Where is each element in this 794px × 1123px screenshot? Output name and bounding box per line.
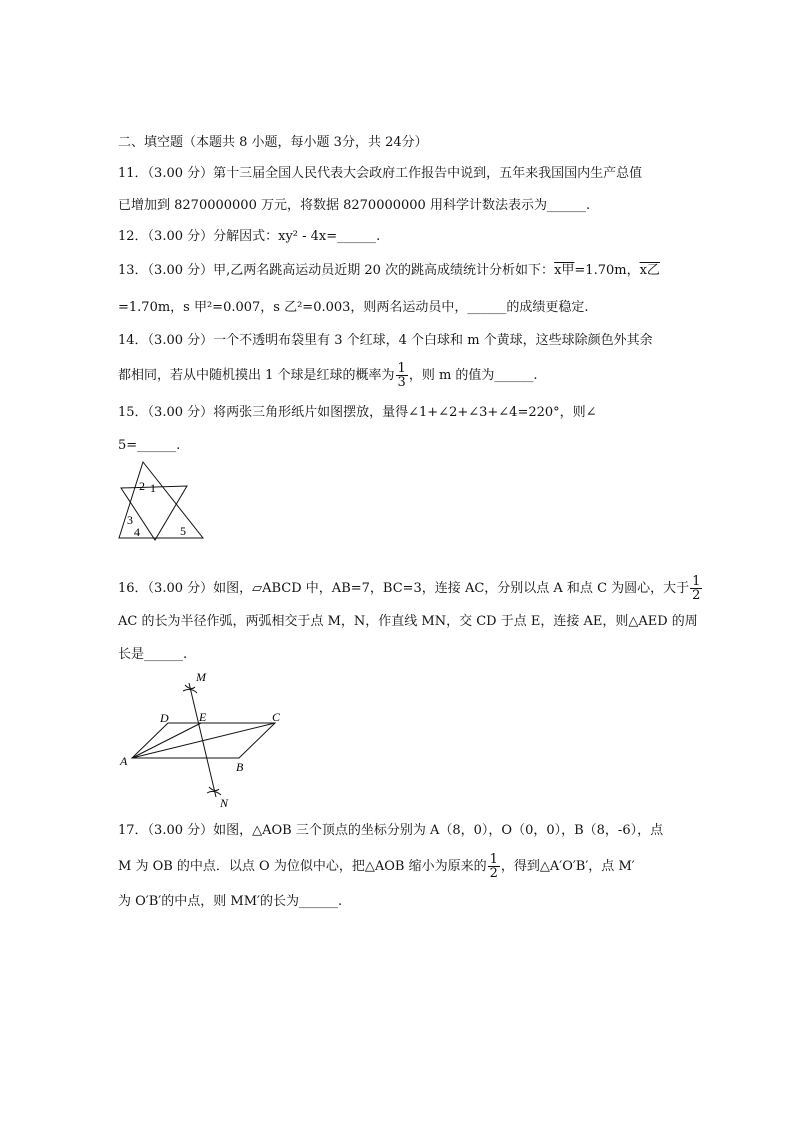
q11-line1: 11．（3.00 分）第十三届全国人民代表大会政府工作报告中说到，五年来我国国内生产总值 bbox=[118, 166, 643, 181]
q16-line3: 长是______. bbox=[118, 647, 188, 662]
fig15-label-1: 1 bbox=[150, 481, 156, 495]
q13-line1-mid: =1.70m， bbox=[574, 263, 640, 278]
fig16-label-e: E bbox=[199, 710, 207, 724]
xbar-yi: x乙 bbox=[639, 263, 660, 278]
q16-line1 bbox=[118, 575, 703, 602]
q17-line2-tail: ，得到△A′O′B′，点 M′ bbox=[500, 859, 635, 874]
q16-fraction bbox=[690, 575, 702, 602]
xbar-jia: x甲 bbox=[554, 263, 575, 278]
fig16-label-n: N bbox=[220, 796, 229, 810]
q17-line2-text: M 为 OB 的中点．以点 O 为位似中心，把△AOB 缩小为原来的 bbox=[118, 859, 487, 874]
q14-line2 bbox=[118, 362, 538, 389]
q17-line2 bbox=[118, 853, 635, 880]
fig16-label-a: A bbox=[120, 754, 128, 768]
fig15-label-2: 2 bbox=[139, 479, 145, 493]
diagonal-ac bbox=[132, 723, 275, 758]
section-heading: 二、填空题（本题共 8 小题，每小题 3分，共 24分） bbox=[118, 135, 428, 150]
q16-figure bbox=[115, 665, 295, 810]
q15-figure bbox=[115, 458, 210, 543]
q16-frac-den: 2 bbox=[692, 588, 701, 603]
q16-line1-text: 16．（3.00 分）如图，▱ABCD 中，AB=7，BC=3，连接 AC，分别以点 A 和点 C 为圆心，大于 bbox=[118, 581, 690, 596]
fig16-label-m: M bbox=[196, 670, 206, 684]
q14-frac-den: 3 bbox=[397, 375, 406, 390]
q14-line2-tail: ，则 m 的值为______. bbox=[408, 368, 538, 383]
fig16-label-b: B bbox=[236, 760, 244, 774]
q13-line2: =1.70m，s 甲²=0.007，s 乙²=0.003，则两名运动员中，______的成绩更稳定. bbox=[118, 300, 589, 315]
q12-line1: 12．（3.00 分）分解因式：xy² - 4x=______. bbox=[118, 229, 381, 244]
q14-fraction bbox=[396, 362, 408, 389]
q17-frac-num: 1 bbox=[489, 852, 498, 867]
q14-line1: 14．（3.00 分）一个不透明布袋里有 3 个红球，4 个白球和 m 个黄球，这些球除颜色外其余 bbox=[118, 333, 653, 348]
q17-frac-den: 2 bbox=[489, 866, 498, 881]
arc-mark-n bbox=[207, 791, 221, 795]
q13-line1-text: 13．（3.00 分）甲,乙两名跳高运动员近期 20 次的跳高成绩统计分析如下： bbox=[118, 263, 555, 278]
q15-line2: 5=______. bbox=[118, 438, 181, 453]
q14-line2-text: 都相同，若从中随机摸出 1 个球是红球的概率为 bbox=[118, 368, 395, 383]
fig15-label-3: 3 bbox=[127, 513, 133, 527]
q17-line1: 17．（3.00 分）如图，△AOB 三个顶点的坐标分别为 A（8，0），O（0，0），B（8，-6），点 bbox=[118, 823, 664, 838]
q17-line3: 为 O′B′的中点，则 MM′的长为______. bbox=[118, 894, 343, 909]
fig16-label-c: C bbox=[272, 710, 281, 724]
q16-frac-num: 1 bbox=[692, 574, 701, 589]
fig15-label-4: 4 bbox=[134, 525, 140, 539]
q16-line2: AC 的长为半径作弧，两弧相交于点 M，N，作直线 MN，交 CD 于点 E，连接 AE，则△AED 的周 bbox=[118, 614, 698, 629]
q17-fraction bbox=[488, 853, 500, 880]
q11-line2: 已增加到 8270000000 万元，将数据 8270000000 用科学计数法表示为______. bbox=[118, 198, 591, 213]
fig15-label-5: 5 bbox=[180, 524, 186, 538]
fig16-label-d: D bbox=[160, 711, 169, 725]
segment-ae bbox=[132, 723, 201, 758]
q13-line1 bbox=[118, 262, 660, 280]
arc-mark-m bbox=[183, 689, 197, 693]
q15-line1: 15．（3.00 分）将两张三角形纸片如图摆放，量得∠1+∠2+∠3+∠4=220°，则∠ bbox=[118, 405, 597, 420]
q14-frac-num: 1 bbox=[397, 361, 406, 376]
line-mn bbox=[189, 683, 216, 797]
